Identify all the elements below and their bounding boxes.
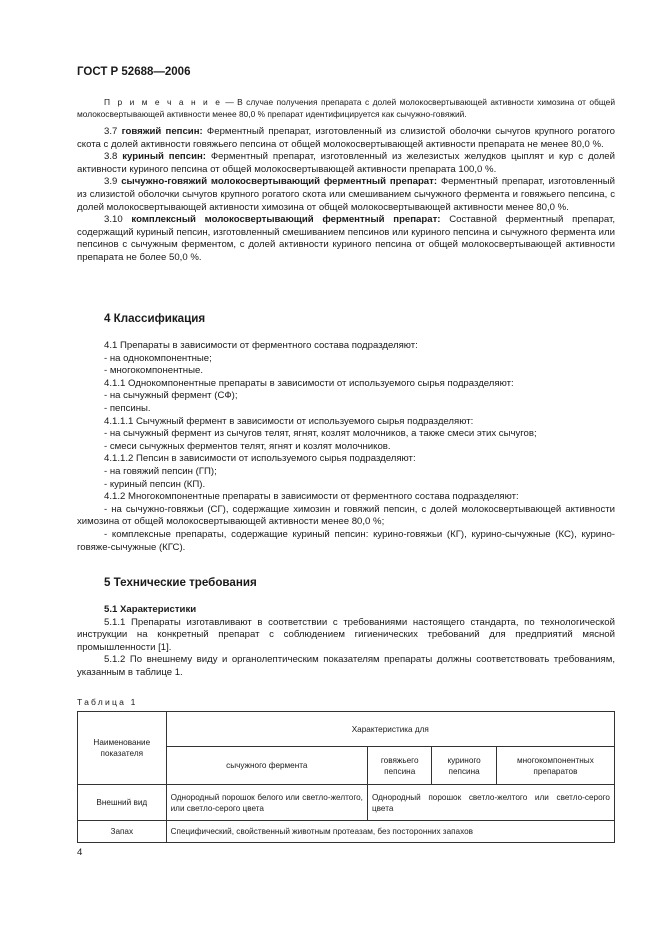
list-item: - куриный пепсин (КП).: [104, 478, 206, 490]
definition-term: куриный пепсин:: [122, 151, 206, 163]
definition-term: говяжий пепсин:: [121, 126, 203, 137]
table-subheader: сычужного фермента: [166, 747, 367, 785]
table-subheader: говяжьего пепсина: [367, 747, 431, 785]
section-5-title: 5 Технические требования: [104, 576, 257, 589]
requirements-block: [77, 604, 615, 680]
definition-term: комплексный молокосвертывающий ферментный препарат:: [131, 214, 441, 226]
definition-3-9: [77, 176, 615, 214]
definition-number: 3.8: [104, 151, 118, 163]
list-item: - на сычужно-говяжьи (СГ), содержащие химозин и говяжий пепсин, с долей молокосвертывающей активности химозина от общей молокосвертывающей активности менее 80,0 %;: [77, 503, 615, 528]
table-header-group: Характеристика для: [166, 712, 614, 747]
definition-text: Ферментный препарат, изготовленный из железистых желудков цыплят и кур с долей активности куриного пепсина от общей молокосвертывающей активности препарата 100,0 %.: [77, 151, 615, 175]
list-item: - на сычужный фермент из сычугов телят, ягнят, козлят молочников, а также смеси этих сычугов;: [104, 428, 537, 440]
list-item: 4.1.1.1 Сычужный фермент в зависимости от используемого сырья подразделяют:: [104, 415, 474, 427]
list-item: - пепсины.: [104, 402, 151, 414]
subsection-title: 5.1 Характеристики: [104, 604, 197, 615]
note-label: П р и м е ч а н и е: [104, 97, 222, 107]
paragraph-5-1-2: 5.1.2 По внешнему виду и органолептическим показателям препараты должны соответствовать требованиям, указанным в таблице 1.: [77, 654, 615, 678]
list-item: - смеси сычужных ферментов телят, ягнят и козлят молочников.: [104, 440, 391, 452]
table-row: [78, 821, 615, 843]
list-item: 4.1.1.2 Пепсин в зависимости от используемого сырья подразделяют:: [104, 453, 416, 465]
page-number: 4: [77, 847, 83, 858]
note-block: [77, 97, 615, 120]
list-item: - многокомпонентные.: [104, 365, 204, 377]
note-text: — В случае получения препарата с долей молокосвертывающей активности химозина от общей молокосвертывающей активности менее 80,0 % препарат идентифицируется как сычужно-говяжий.: [77, 97, 615, 119]
characteristics-table: [77, 711, 615, 843]
table-cell-name: Внешний вид: [78, 785, 167, 821]
table-cell: Однородный порошок светло-желтого или светло-серого цвета: [367, 785, 614, 821]
table-header-indicator: Наименование показателя: [78, 712, 167, 785]
definition-3-8: [77, 151, 615, 176]
list-item: 4.1.1 Однокомпонентные препараты в зависимости от используемого сырья подразделяют:: [104, 377, 514, 389]
list-item: 4.1.2 Многокомпонентные препараты в зависимости от ферментного состава подразделяют:: [104, 491, 519, 503]
table-cell-name: Запах: [78, 821, 167, 843]
table-row: [78, 785, 615, 821]
table-cell: Однородный порошок белого или светло-желтого, или светло-серого цвета: [166, 785, 367, 821]
definition-text: Ферментный препарат, изготовленный из слизистой оболочки сычугов крупного рогатого скота или смешиванием сычужного фермента и говяжьего пепсина, с долей молокосвертывающей активности химозина от общей молокосвертывающей активности менее 80,0 %.: [77, 176, 615, 213]
list-item: - комплексные препараты, содержащие куриный пепсин: курино-говяжьи (КГ), курино-сычужные (КС), курино-говяже-сычужные (КГС).: [77, 528, 615, 553]
table-subheader: многокомпонентных препаратов: [496, 747, 614, 785]
list-item: 4.1 Препараты в зависимости от ферментного состава подразделяют:: [104, 340, 418, 351]
list-item: - на сычужный фермент (СФ);: [104, 390, 238, 402]
definition-text: Составной ферментный препарат, содержащий куриный пепсин, изготовленный смешиванием пепсинов или куриного пепсина и сычужного фермента или пепсинов с сычужным ферментом, с долей активности куриного пепсина от общей молокосвертывающей активности препарата не более 50,0 %.: [77, 214, 615, 263]
definition-term: сычужно-говяжий молокосвертывающий ферментный препарат:: [121, 176, 438, 188]
table-label: Таблица 1: [77, 697, 138, 707]
definitions-block: [77, 126, 615, 265]
list-item: - на говяжий пепсин (ГП);: [104, 465, 217, 477]
table-subheader: куриного пепсина: [432, 747, 496, 785]
definition-number: 3.10: [104, 214, 123, 226]
paragraph-5-1-1: 5.1.1 Препараты изготавливают в соответствии с требованиями настоящего стандарта, по технологической инструкции на конкретный препарат с соблюдением гигиенических требований для предприятий мясной промышленности [1].: [77, 616, 615, 653]
definition-number: 3.7: [104, 126, 118, 137]
list-item: - на однокомпонентные;: [104, 352, 212, 364]
section-4-title: 4 Классификация: [104, 312, 206, 325]
definition-3-7: [77, 126, 615, 151]
definition-3-10: [77, 214, 615, 264]
table-cell: Специфический, свойственный животным протеазам, без посторонних запахов: [166, 821, 614, 843]
document-header: ГОСТ Р 52688—2006: [77, 66, 191, 78]
definition-number: 3.9: [104, 176, 118, 188]
classification-list: [77, 340, 615, 554]
definition-text: Ферментный препарат, изготовленный из слизистой оболочки сычугов крупного рогатого скота с долей активности говяжьего пепсина от общей молокосвертывающей активности препарата не менее 80,0 %.: [77, 126, 615, 150]
